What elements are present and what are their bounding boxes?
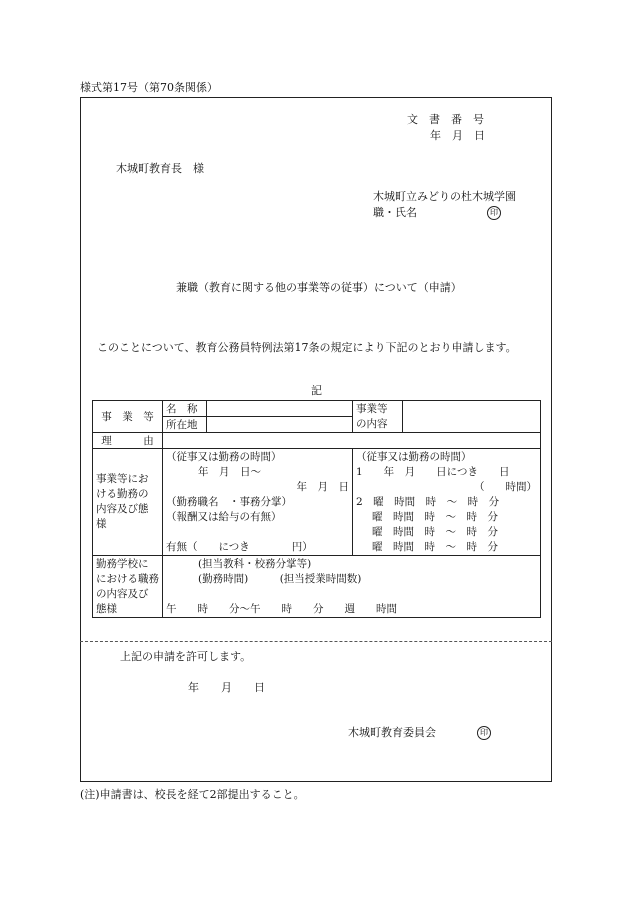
jigyou-label: 事 業 等 (93, 401, 163, 433)
reason-label: 理 由 (93, 433, 163, 449)
approval-text: 上記の申請を許可します。 (120, 650, 252, 663)
duty-content-label: 事業等にお ける勤務の 内容及び態 様 (93, 449, 163, 556)
name-field[interactable] (207, 401, 353, 417)
duty-time-left[interactable]: （従事又は勤務の時間） 年 月 日～ 年 月 日 （勤務職名 ・事務分掌） （報酬又は給与の有無） 有無（ につき 円） (163, 449, 353, 556)
name-label: 職・氏名 (373, 206, 417, 219)
approval-date: 年 月 日 (188, 681, 265, 694)
school-duty-label: 勤務学校に における職務 の内容及び 態様 (93, 556, 163, 618)
document-date-label: 年 月 日 (430, 129, 485, 142)
cut-line (80, 641, 552, 642)
addressee: 木城町教育長 様 (116, 162, 204, 175)
duty-time-right[interactable]: （従事又は勤務の時間） 1 年 月 日につき 日 （ 時間） 2 曜 時間 時 ～ 時 分 曜 時間 時 ～ 時 分 曜 時間 時 ～ 時 分 曜 時間 時 ～ 時 分 (353, 449, 541, 556)
details-table (92, 400, 541, 618)
ki-heading: 記 (311, 384, 322, 397)
footnote: (注)申請書は、校長を経て2部提出すること。 (80, 788, 305, 801)
location-field[interactable] (207, 417, 353, 433)
applicant-seal: 印 (487, 206, 501, 220)
business-content-field[interactable] (403, 401, 541, 433)
business-content-label: 事業等 の内容 (353, 401, 403, 433)
name-field-label: 名 称 (163, 401, 207, 417)
document-number-label: 文 書 番 号 (407, 113, 484, 126)
board-name: 木城町教育委員会 (348, 726, 436, 739)
location-field-label: 所在地 (163, 417, 207, 433)
school-duty-field[interactable]: (担当教科・校務分掌等) (勤務時間) (担当授業時間数) 午 時 分～午 時 分 週 時間 (163, 556, 541, 618)
board-seal: 印 (477, 726, 491, 740)
document-title: 兼職（教育に関する他の事業等の従事）について（申請） (176, 281, 462, 294)
reason-field[interactable] (163, 433, 541, 449)
intro-text: このことについて、教育公務員特例法第17条の規定により下記のとおり申請します。 (97, 341, 517, 354)
form-number: 様式第17号（第70条関係） (80, 81, 218, 94)
school-name: 木城町立みどりの杜木城学園 (373, 190, 516, 203)
